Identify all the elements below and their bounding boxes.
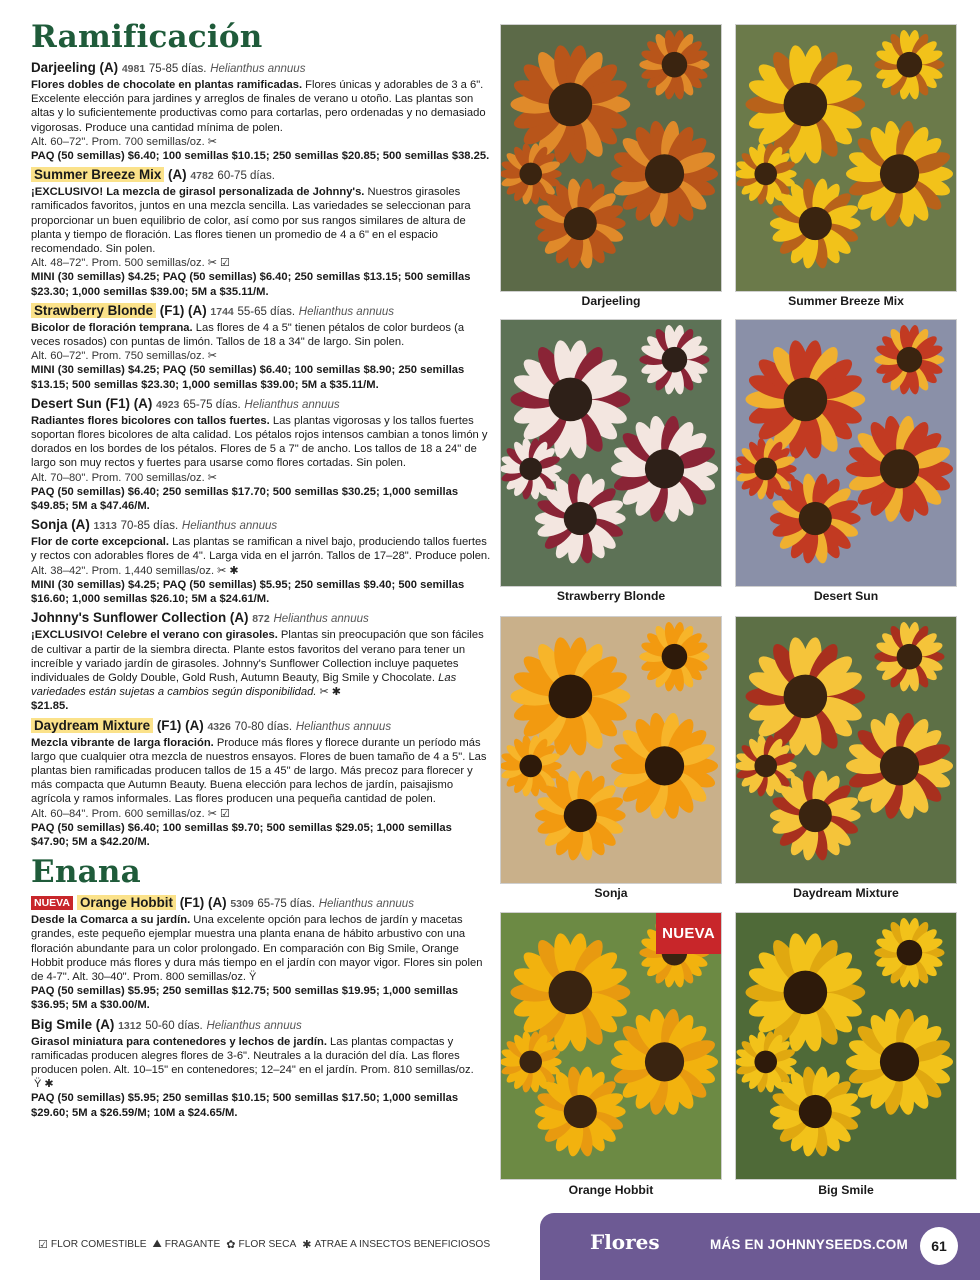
scientific-name: Helianthus annuus bbox=[210, 63, 306, 75]
price-list: MINI (30 semillas) $4.25; PAQ (50 semillas) $6.40; 100 semillas $8.90; 250 semillas $13.15; 500 semillas $23.30; 1,000 semillas $39.00; 5M a $35.11/M. bbox=[31, 364, 465, 391]
entry-daydream-mixture bbox=[31, 717, 491, 850]
lead-text: Bicolor de floración temprana. bbox=[31, 321, 193, 334]
variety-tag: (A) bbox=[71, 517, 90, 533]
product-code: 872 bbox=[252, 613, 270, 626]
container-insect-icon: Ÿ ✱ bbox=[34, 1078, 54, 1091]
entry-strawberry-blonde bbox=[31, 302, 491, 392]
legend-label: ATRAE A INSECTOS BENEFICIOSOS bbox=[314, 1239, 491, 1250]
photo-daydream-mixture bbox=[735, 616, 957, 884]
photo-caption: Summer Breeze Mix bbox=[788, 294, 904, 308]
days-to-maturity: 70-80 días. bbox=[234, 720, 293, 733]
legend-label: FLOR SECA bbox=[238, 1239, 297, 1250]
days-to-maturity: 50-60 días. bbox=[145, 1019, 203, 1032]
price-list: PAQ (50 semillas) $6.40; 100 semillas $10.15; 250 semillas $20.85; 500 semillas $38.25. bbox=[31, 150, 490, 163]
legend-label: FRAGANTE bbox=[164, 1239, 221, 1250]
cut-flower-icon: ✂ bbox=[207, 350, 217, 363]
cut-flower-insect-icon: ✂ ✱ bbox=[319, 686, 341, 699]
description: Una excelente opción para lechos de jardín y macetas grandes, este pequeño ejemplar muestra una planta enana de hábito arbustivo con una floración abundante para un color prolongado. En comparación con Big Smile, Orange Hobbit produce más flores y dura más tiempo en el jardín con mayor vigor. Flores sin polen de 4-7". Alt. 30–40". Prom. 800 semillas/oz. bbox=[31, 914, 483, 983]
legend-dried bbox=[226, 1238, 296, 1251]
scientific-name: Helianthus annuus bbox=[273, 613, 369, 626]
lead-text: Flor de corte excepcional. bbox=[31, 536, 170, 549]
photo-desert-sun bbox=[735, 319, 957, 587]
product-code: 4923 bbox=[156, 398, 180, 411]
lead-text: ¡EXCLUSIVO! La mezcla de girasol personalizada de Johnny's. bbox=[31, 186, 365, 199]
days-to-maturity: 75-85 días. bbox=[148, 63, 207, 75]
lead-text: Flores dobles de chocolate en plantas ramificadas. bbox=[31, 79, 303, 91]
description: Flores únicas y adorables de 3 a 6". Excelente elección para jardines y arreglos de finales de verano u otoño. Las plantas son altas y lo suficientemente productivas como para cortarlas, pero ordenadas y no demasiado vigorosas. Produce una cantidad mínima de polen. bbox=[31, 79, 486, 134]
scientific-name: Helianthus annuus bbox=[295, 720, 392, 733]
fragrant-icon: ⛰ bbox=[152, 1238, 162, 1250]
price-list: PAQ (50 semillas) $6.40; 100 semillas $9.70; 500 semillas $29.05; 1,000 semillas $47.90; 5M a $42.20/M. bbox=[31, 821, 452, 848]
height-seeds: Alt. 60–72". Prom. 700 semillas/oz. bbox=[31, 135, 205, 148]
description: Las plantas compactas y ramificadas producen alegres flores de 3-6". Neutrales a la duración del día. Las flores producen polen. Alt. 10–15" en contenedores; 12–24" en el jardín. Prom. 810 semillas/oz. bbox=[31, 1035, 474, 1076]
variety-name: Big Smile bbox=[31, 1016, 93, 1032]
variety-tag: (F1) (A) bbox=[156, 717, 204, 733]
scientific-name: Helianthus annuus bbox=[244, 398, 340, 411]
entry-sonja bbox=[31, 516, 491, 606]
photo-big-smile bbox=[735, 912, 957, 1180]
variety-tag: (A) bbox=[99, 60, 119, 75]
container-icon: Ÿ bbox=[249, 970, 257, 983]
product-code: 4782 bbox=[190, 170, 214, 183]
scientific-name: Helianthus annuus bbox=[181, 520, 278, 533]
variety-name: Darjeeling bbox=[31, 60, 96, 75]
photo-summer-breeze-mix bbox=[735, 24, 957, 292]
photo-darjeeling bbox=[500, 24, 722, 292]
days-to-maturity: 60-75 días. bbox=[217, 170, 275, 183]
photo-strawberry-blonde bbox=[500, 319, 722, 587]
description: Produce más flores y florece durante un período más largo que cualquier otra mezcla de nuestros ensayos. Flores de buen tamaño de 4 a 5". Las plantas bien ramificadas producen tallos de 15 a 45" de largo. Más precoz para florecer y más compacta que Autumn Beauty. Buena elección para lechos de jardín, paisajismo agrícola y ramos informales. Las flores producen una pequeña cantidad de polen. bbox=[31, 736, 487, 806]
price-list: PAQ (50 semillas) $6.40; 250 semillas $17.70; 500 semillas $30.25; 1,000 semillas $49.85; 5M a $47.46/M. bbox=[31, 485, 459, 513]
description: Las plantas vigorosas y los tallos fuertes soportan flores bicolores de alta calidad. Los pétalos rojos intensos cambian a tonos limón y dorados en los bordes de los pétalos. Flores de 5 a 7" de ancho. Los tallos de 18 a 24" de largo son muy rectos y fuertes para usarse como flores cortadas. Sin polen. bbox=[31, 414, 488, 470]
entry-summer-breeze-mix bbox=[31, 166, 491, 299]
photo-caption: Big Smile bbox=[818, 1183, 874, 1197]
lead-text: Mezcla vibrante de larga floración. bbox=[31, 736, 214, 749]
lead-text: ¡EXCLUSIVO! Celebre el verano con girasoles. bbox=[31, 629, 278, 642]
sunflower-image bbox=[501, 320, 721, 586]
description: Nuestros girasoles ramificados favoritos, juntos en una mezcla sencilla. Las variedades se seleccionan para proporcionar un buen equilibrio de color, así como por sus rangos similares de altura de planta y tiempo de floración. Las flores tienen un promedio de 4 a 6" en el espacio recomendado. Sin polen. bbox=[31, 186, 471, 256]
section-title-enana: Enana bbox=[31, 854, 141, 891]
height-seeds: Alt. 48–72". Prom. 500 semillas/oz. bbox=[31, 257, 205, 270]
height-seeds: Alt. 60–72". Prom. 750 semillas/oz. bbox=[31, 350, 205, 363]
height-seeds: Alt. 60–84". Prom. 600 semillas/oz. bbox=[31, 807, 205, 820]
variety-name: Johnny's Sunflower Collection bbox=[31, 610, 227, 626]
footer-section-name: Flores bbox=[590, 1230, 660, 1254]
catalog-text-column bbox=[31, 18, 491, 1120]
cut-flower-edible-icon: ✂ ☑ bbox=[207, 257, 230, 270]
entry-orange-hobbit bbox=[31, 894, 491, 1012]
price-list: PAQ (50 semillas) $5.95; 250 semillas $12.75; 500 semillas $19.95; 1,000 semillas $36.95; 5M a $30.00/M. bbox=[31, 985, 459, 1012]
legend-insects bbox=[302, 1238, 490, 1251]
sunflower-image bbox=[501, 617, 721, 883]
price-list: PAQ (50 semillas) $5.95; 250 semillas $10.15; 500 semillas $17.50; 1,000 semillas $29.60; 5M a $26.59/M; 10M a $24.65/M. bbox=[31, 1092, 459, 1119]
cut-flower-icon: ✂ bbox=[207, 471, 217, 484]
days-to-maturity: 65-75 días. bbox=[183, 398, 241, 411]
sunflower-image bbox=[501, 25, 721, 291]
sunflower-image bbox=[736, 913, 956, 1179]
entry-big-smile bbox=[31, 1016, 491, 1120]
edible-flower-icon: ☑ bbox=[38, 1239, 48, 1251]
section-title-ramificacion: Ramificación bbox=[31, 19, 263, 55]
description: Las plantas se ramifican a nivel bajo, produciendo tallos fuertes y rectos con adorables flores de 4". Larga vida en el jarrón. Tallos de 17–28". Produce polen. bbox=[31, 536, 491, 563]
entry-desert-sun bbox=[31, 395, 491, 513]
height-seeds: Alt. 38–42". Prom. 1,440 semillas/oz. bbox=[31, 564, 215, 577]
cut-flower-insect-icon: ✂ ✱ bbox=[217, 564, 239, 577]
product-code: 4981 bbox=[121, 63, 146, 75]
price-list: $21.85. bbox=[31, 700, 69, 713]
variety-name: Strawberry Blonde bbox=[31, 303, 156, 318]
icon-legend bbox=[38, 1238, 490, 1251]
lead-text: Girasol miniatura para contenedores y lechos de jardín. bbox=[31, 1035, 327, 1048]
lead-text: Radiantes flores bicolores con tallos fuertes. bbox=[31, 414, 270, 427]
variety-name: Desert Sun bbox=[31, 395, 102, 411]
sunflower-image bbox=[736, 320, 956, 586]
photo-caption: Strawberry Blonde bbox=[556, 589, 666, 603]
product-code: 5309 bbox=[230, 898, 254, 911]
scientific-name: Helianthus annuus bbox=[298, 305, 395, 318]
entry-johnnys-sunflower-collection bbox=[31, 609, 491, 713]
page-number: 61 bbox=[920, 1227, 958, 1265]
sunflower-image bbox=[736, 617, 956, 883]
description: Las flores de 4 a 5" tienen pétalos de color burdeos (a veces rosados) con puntas de limón. Tallos de 18 a 34" de largo. Sin polen. bbox=[31, 321, 465, 349]
variety-tag: (A) bbox=[95, 1016, 115, 1032]
photo-orange-hobbit bbox=[500, 912, 722, 1180]
variety-name: Orange Hobbit bbox=[77, 895, 176, 910]
photo-sonja bbox=[500, 616, 722, 884]
photo-caption: Daydream Mixture bbox=[793, 886, 899, 900]
photo-caption: Sonja bbox=[594, 886, 628, 900]
variety-tag: (F1) (A) bbox=[105, 395, 153, 411]
price-list: MINI (30 semillas) $4.25; PAQ (50 semillas) $5.95; 250 semillas $9.40; 500 semillas $16.60; 1,000 semillas $26.10; 5M a $24.61/M. bbox=[31, 578, 465, 606]
cut-flower-icon: ✂ bbox=[207, 135, 217, 148]
variety-name: Daydream Mixture bbox=[31, 718, 153, 733]
product-code: 1313 bbox=[93, 520, 117, 533]
days-to-maturity: 65-75 días. bbox=[257, 898, 315, 911]
new-badge: NUEVA bbox=[656, 913, 721, 954]
legend-fragrant bbox=[153, 1238, 221, 1251]
price-list: MINI (30 semillas) $4.25; PAQ (50 semillas) $6.40; 250 semillas $13.15; 500 semillas $23.30; 1,000 semillas $39.00; 5M a $35.11/M. bbox=[31, 271, 471, 298]
photo-caption: Desert Sun bbox=[813, 589, 879, 603]
dried-flower-icon: ✿ bbox=[226, 1239, 236, 1251]
variety-tag: (F1) (A) bbox=[179, 895, 227, 911]
product-code: 4326 bbox=[207, 720, 231, 733]
footer-website-link[interactable]: MÁS EN JOHNNYSEEDS.COM bbox=[710, 1237, 908, 1252]
variety-tag: (F1) (A) bbox=[159, 302, 207, 318]
height-seeds: Alt. 70–80". Prom. 700 semillas/oz. bbox=[31, 471, 205, 484]
legend-label: FLOR COMESTIBLE bbox=[50, 1239, 147, 1250]
days-to-maturity: 55-65 días. bbox=[237, 305, 296, 318]
days-to-maturity: 70-85 días. bbox=[120, 520, 179, 533]
entry-darjeeling bbox=[31, 59, 491, 163]
scientific-name: Helianthus annuus bbox=[206, 1019, 302, 1032]
lead-text: Desde la Comarca a su jardín. bbox=[31, 914, 191, 927]
footer-bar bbox=[540, 1213, 980, 1280]
legend-edible bbox=[38, 1238, 147, 1251]
cut-flower-edible-icon: ✂ ☑ bbox=[207, 807, 230, 820]
photo-caption: Orange Hobbit bbox=[568, 1183, 654, 1197]
description: Plantas sin preocupación que son fáciles de cultivar a partir de la siembra directa. Plante estos favoritos del verano para tener un increíble y variado jardín de girasoles. Johnny's Sunflower Collection incluye paquetes individuales de Goldy Double, Gold Rush, Autumn Beauty, Big Smile y Chocolate. bbox=[31, 629, 484, 684]
availability-note: Las variedades están sujetas a cambios según disponibilidad. bbox=[31, 671, 457, 699]
variety-name: Summer Breeze Mix bbox=[31, 167, 164, 182]
new-badge: NUEVA bbox=[31, 896, 73, 910]
variety-tag: (A) bbox=[229, 610, 249, 626]
variety-name: Sonja bbox=[31, 517, 68, 533]
sunflower-image bbox=[736, 25, 956, 291]
photo-caption: Darjeeling bbox=[581, 294, 641, 308]
product-code: 1312 bbox=[118, 1019, 142, 1032]
scientific-name: Helianthus annuus bbox=[318, 898, 414, 911]
beneficial-insect-icon: ✱ bbox=[302, 1239, 312, 1251]
variety-tag: (A) bbox=[168, 167, 187, 183]
product-code: 1744 bbox=[210, 305, 234, 318]
